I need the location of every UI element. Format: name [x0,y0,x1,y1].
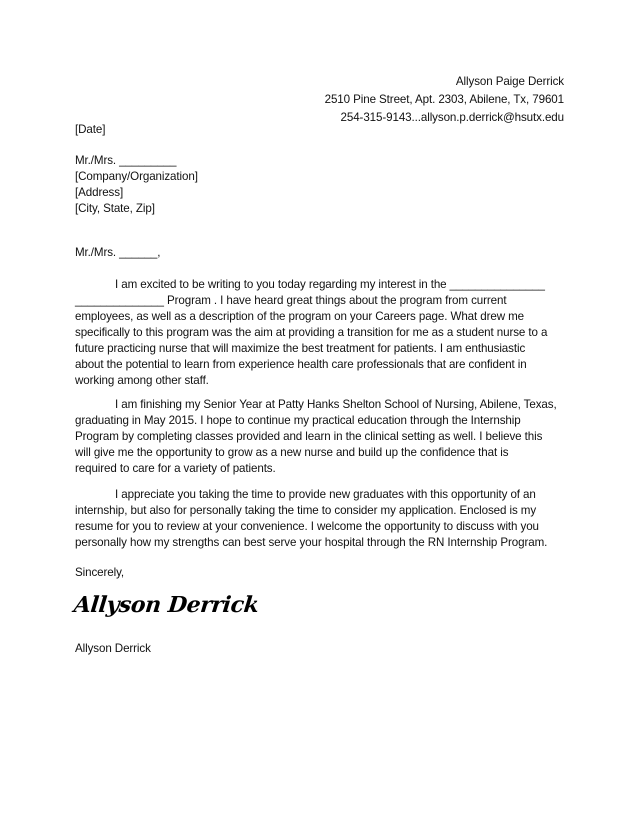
paragraph-line: I appreciate you taking the time to provide new graduates with this opportunity of an [115,488,536,501]
paragraph-line: employees, as well as a description of the program on your Careers page. What drew me [75,310,525,323]
recipient-name: Mr./Mrs. _________ [75,154,177,167]
typed-name: Allyson Derrick [75,642,151,655]
paragraph-line: future practicing nurse that will maximize the best treatment for patients. I am enthusiastic [75,342,526,355]
recipient-city: [City, State, Zip] [75,202,155,215]
paragraph-line: I am excited to be writing to you today regarding my interest in the _______________ [115,278,545,291]
recipient-address: [Address] [75,186,124,199]
paragraph-line: ______________ Program . I have heard great things about the program from current [75,294,507,307]
paragraph-line: about the potential to learn from experience health care professionals that are confident in [75,358,527,371]
paragraph-line: internship, but also for personally taking the time to consider my application. Enclosed is my [75,504,537,517]
paragraph-line: will give me the opportunity to grow as a new nurse and build up the confidence that is [75,446,509,459]
sender-contact: 254-315-9143...allyson.p.derrick@hsutx.edu [340,111,564,124]
signature: Allyson Derrick [72,592,260,618]
paragraph-line: personally how my strengths can best serve your hospital through the RN Internship Program. [75,536,548,549]
closing: Sincerely, [75,566,125,579]
paragraph-line: I am finishing my Senior Year at Patty Hanks Shelton School of Nursing, Abilene, Texas, [115,398,557,411]
recipient-company: [Company/Organization] [75,170,198,183]
salutation: Mr./Mrs. ______, [75,246,161,259]
paragraph-line: Program by completing classes provided and learn in the clinical setting as well. I believe this [75,430,543,443]
date-placeholder: [Date] [75,123,106,136]
sender-name: Allyson Paige Derrick [455,75,564,88]
paragraph-line: working among other staff. [75,374,209,387]
paragraph-line: specifically to this program was the aim at providing a transition for me as a student nurse to a [75,326,548,339]
paragraph-line: graduating in May 2015. I hope to continue my practical education through the Internship [75,414,521,427]
sender-address: 2510 Pine Street, Apt. 2303, Abilene, Tx, 79601 [324,93,564,106]
paragraph-line: resume for you to review at your convenience. I welcome the opportunity to discuss with you [75,520,539,533]
paragraph-line: required to care for a variety of patients. [75,462,276,475]
